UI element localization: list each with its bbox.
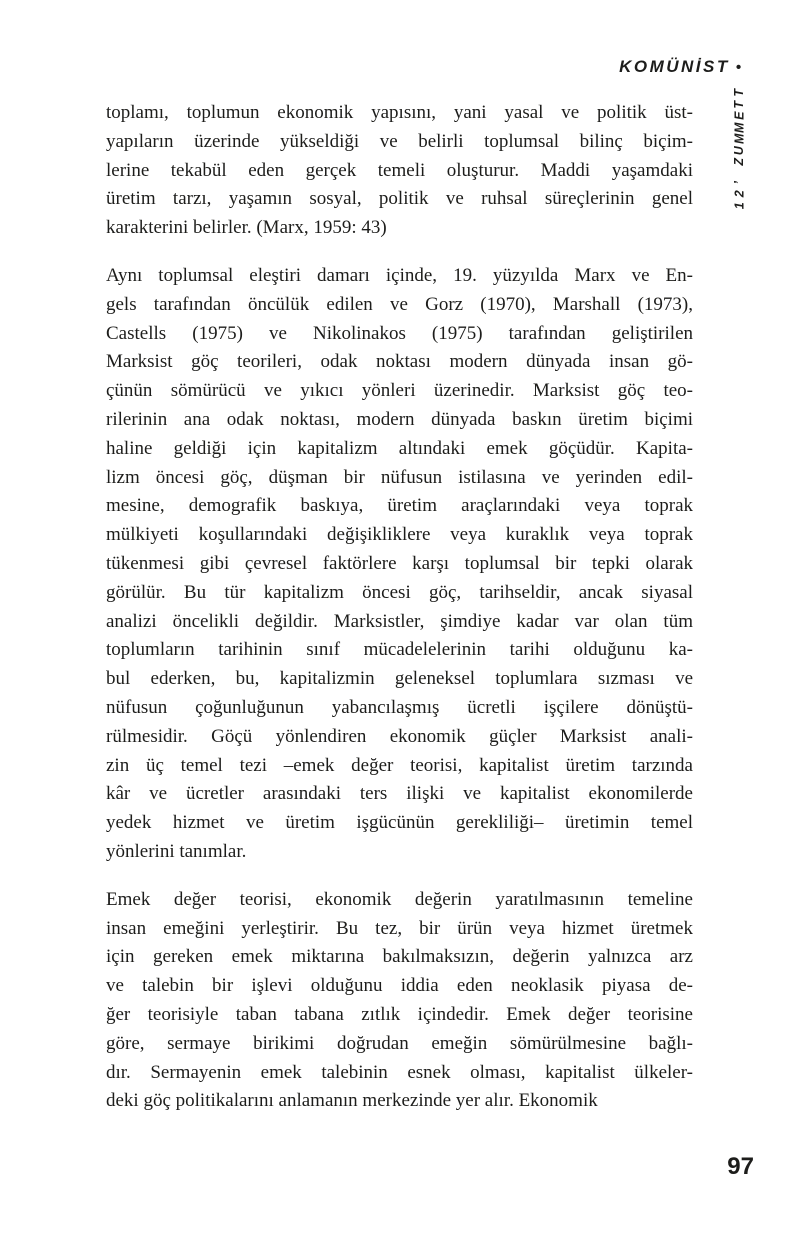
text-line: mesine, demografik baskıya, üretim araçlarındaki veya toprak xyxy=(106,495,693,517)
text-line: zin üç temel tezi –emek değer teorisi, kapitalist üretim tarzında xyxy=(106,754,693,776)
issue-date-vertical: T T E M M U Z ’ 2 1 xyxy=(732,88,747,209)
text-line: ğer teorisiyle taban tabana zıtlık içindedir. Emek değer teorisine xyxy=(106,1003,693,1025)
text-line: yapıların üzerinde yükseldiği ve belirli toplumsal bilinç biçim- xyxy=(106,130,693,152)
text-line: rülmesidir. Göçü yönlendiren ekonomik güçler Marksist anali- xyxy=(106,725,693,747)
text-line: çünün sömürücü ve yıkıcı yönleri üzerinedir. Marksist göç teo- xyxy=(106,380,693,402)
text-line: Emek değer teorisi, ekonomik değerin yaratılmasının temeline xyxy=(106,888,693,910)
text-line: analizi öncelikli değildir. Marksistler, şimdiye kadar var olan tüm xyxy=(106,610,693,632)
text-line: karakterini belirler. (Marx, 1959: 43) xyxy=(106,217,387,239)
text-line: tükenmesi gibi çevresel faktörlere karşı toplumsal bir tepki olarak xyxy=(106,552,693,574)
text-line: Marksist göç teorileri, odak noktası modern dünyada insan gö- xyxy=(106,351,693,373)
text-line: Aynı toplumsal eleştiri damarı içinde, 19. yüzyılda Marx ve En- xyxy=(106,264,693,286)
text-line: nüfusun çoğunluğunun yabancılaşmış ücretli işçilere dönüştü- xyxy=(106,696,693,718)
text-line: haline geldiği için kapitalizm altındaki emek göçüdür. Kapita- xyxy=(106,437,693,459)
paragraph xyxy=(106,886,693,1116)
bullet-separator-icon: • xyxy=(735,59,741,76)
page-number: 97 xyxy=(727,1153,754,1180)
body-text xyxy=(106,99,693,1135)
text-line: görülür. Bu tür kapitalizm öncesi göç, tarihseldir, ancak siyasal xyxy=(106,581,693,603)
text-line: kâr ve ücretler arasındaki ters ilişki ve kapitalist ekonomilerde xyxy=(106,783,693,805)
text-line: yönlerini tanımlar. xyxy=(106,840,247,862)
text-line: lerine tekabül eden gerçek temeli oluşturur. Maddi yaşamdaki xyxy=(106,159,693,181)
text-line: dır. Sermayenin emek talebinin esnek olması, kapitalist ülkeler- xyxy=(106,1061,693,1083)
text-line: rilerinin ana odak noktası, modern dünyada baskın üretim biçimi xyxy=(106,408,693,430)
text-line: için gereken emek miktarına bakılmaksızın, değerin yalnızca arz xyxy=(106,946,693,968)
text-line: deki göç politikalarını anlamanın merkezinde yer alır. Ekonomik xyxy=(106,1090,598,1112)
text-line: yedek hizmet ve üretim işgücünün gerekliliği– üretimin temel xyxy=(106,812,693,834)
text-line: Castells (1975) ve Nikolinakos (1975) tarafından geliştirilen xyxy=(106,322,693,344)
text-line: insan emeğini yerleştirir. Bu tez, bir ürün veya hizmet üretmek xyxy=(106,917,693,939)
text-line: toplumların tarihinin sınıf mücadelelerinin tarihi olduğunu ka- xyxy=(106,639,693,661)
text-line: mülkiyeti koşullarındaki değişikliklere veya kuraklık veya toprak xyxy=(106,524,693,546)
text-line: ve talebin bir işlevi olduğunu iddia eden neoklasik piyasa de- xyxy=(106,975,693,997)
text-line: bul ederken, bu, kapitalizmin geleneksel toplumlara sızması ve xyxy=(106,668,693,690)
text-line: toplamı, toplumun ekonomik yapısını, yani yasal ve politik üst- xyxy=(106,102,693,123)
text-line: lizm öncesi göç, düşman bir nüfusun istilasına ve yerinden edil- xyxy=(106,466,693,488)
text-line: gels tarafından öncülük edilen ve Gorz (1970), Marshall (1973), xyxy=(106,293,693,315)
text-line: üretim tarzı, yaşamın sosyal, politik ve ruhsal süreçlerinin genel xyxy=(106,188,693,210)
paragraph xyxy=(106,99,693,243)
paragraph xyxy=(106,262,693,867)
journal-title: KOMÜNİST xyxy=(619,57,730,76)
text-line: göre, sermaye birikimi doğrudan emeğin sömürülmesine bağlı- xyxy=(106,1032,693,1054)
journal-header xyxy=(619,57,741,77)
